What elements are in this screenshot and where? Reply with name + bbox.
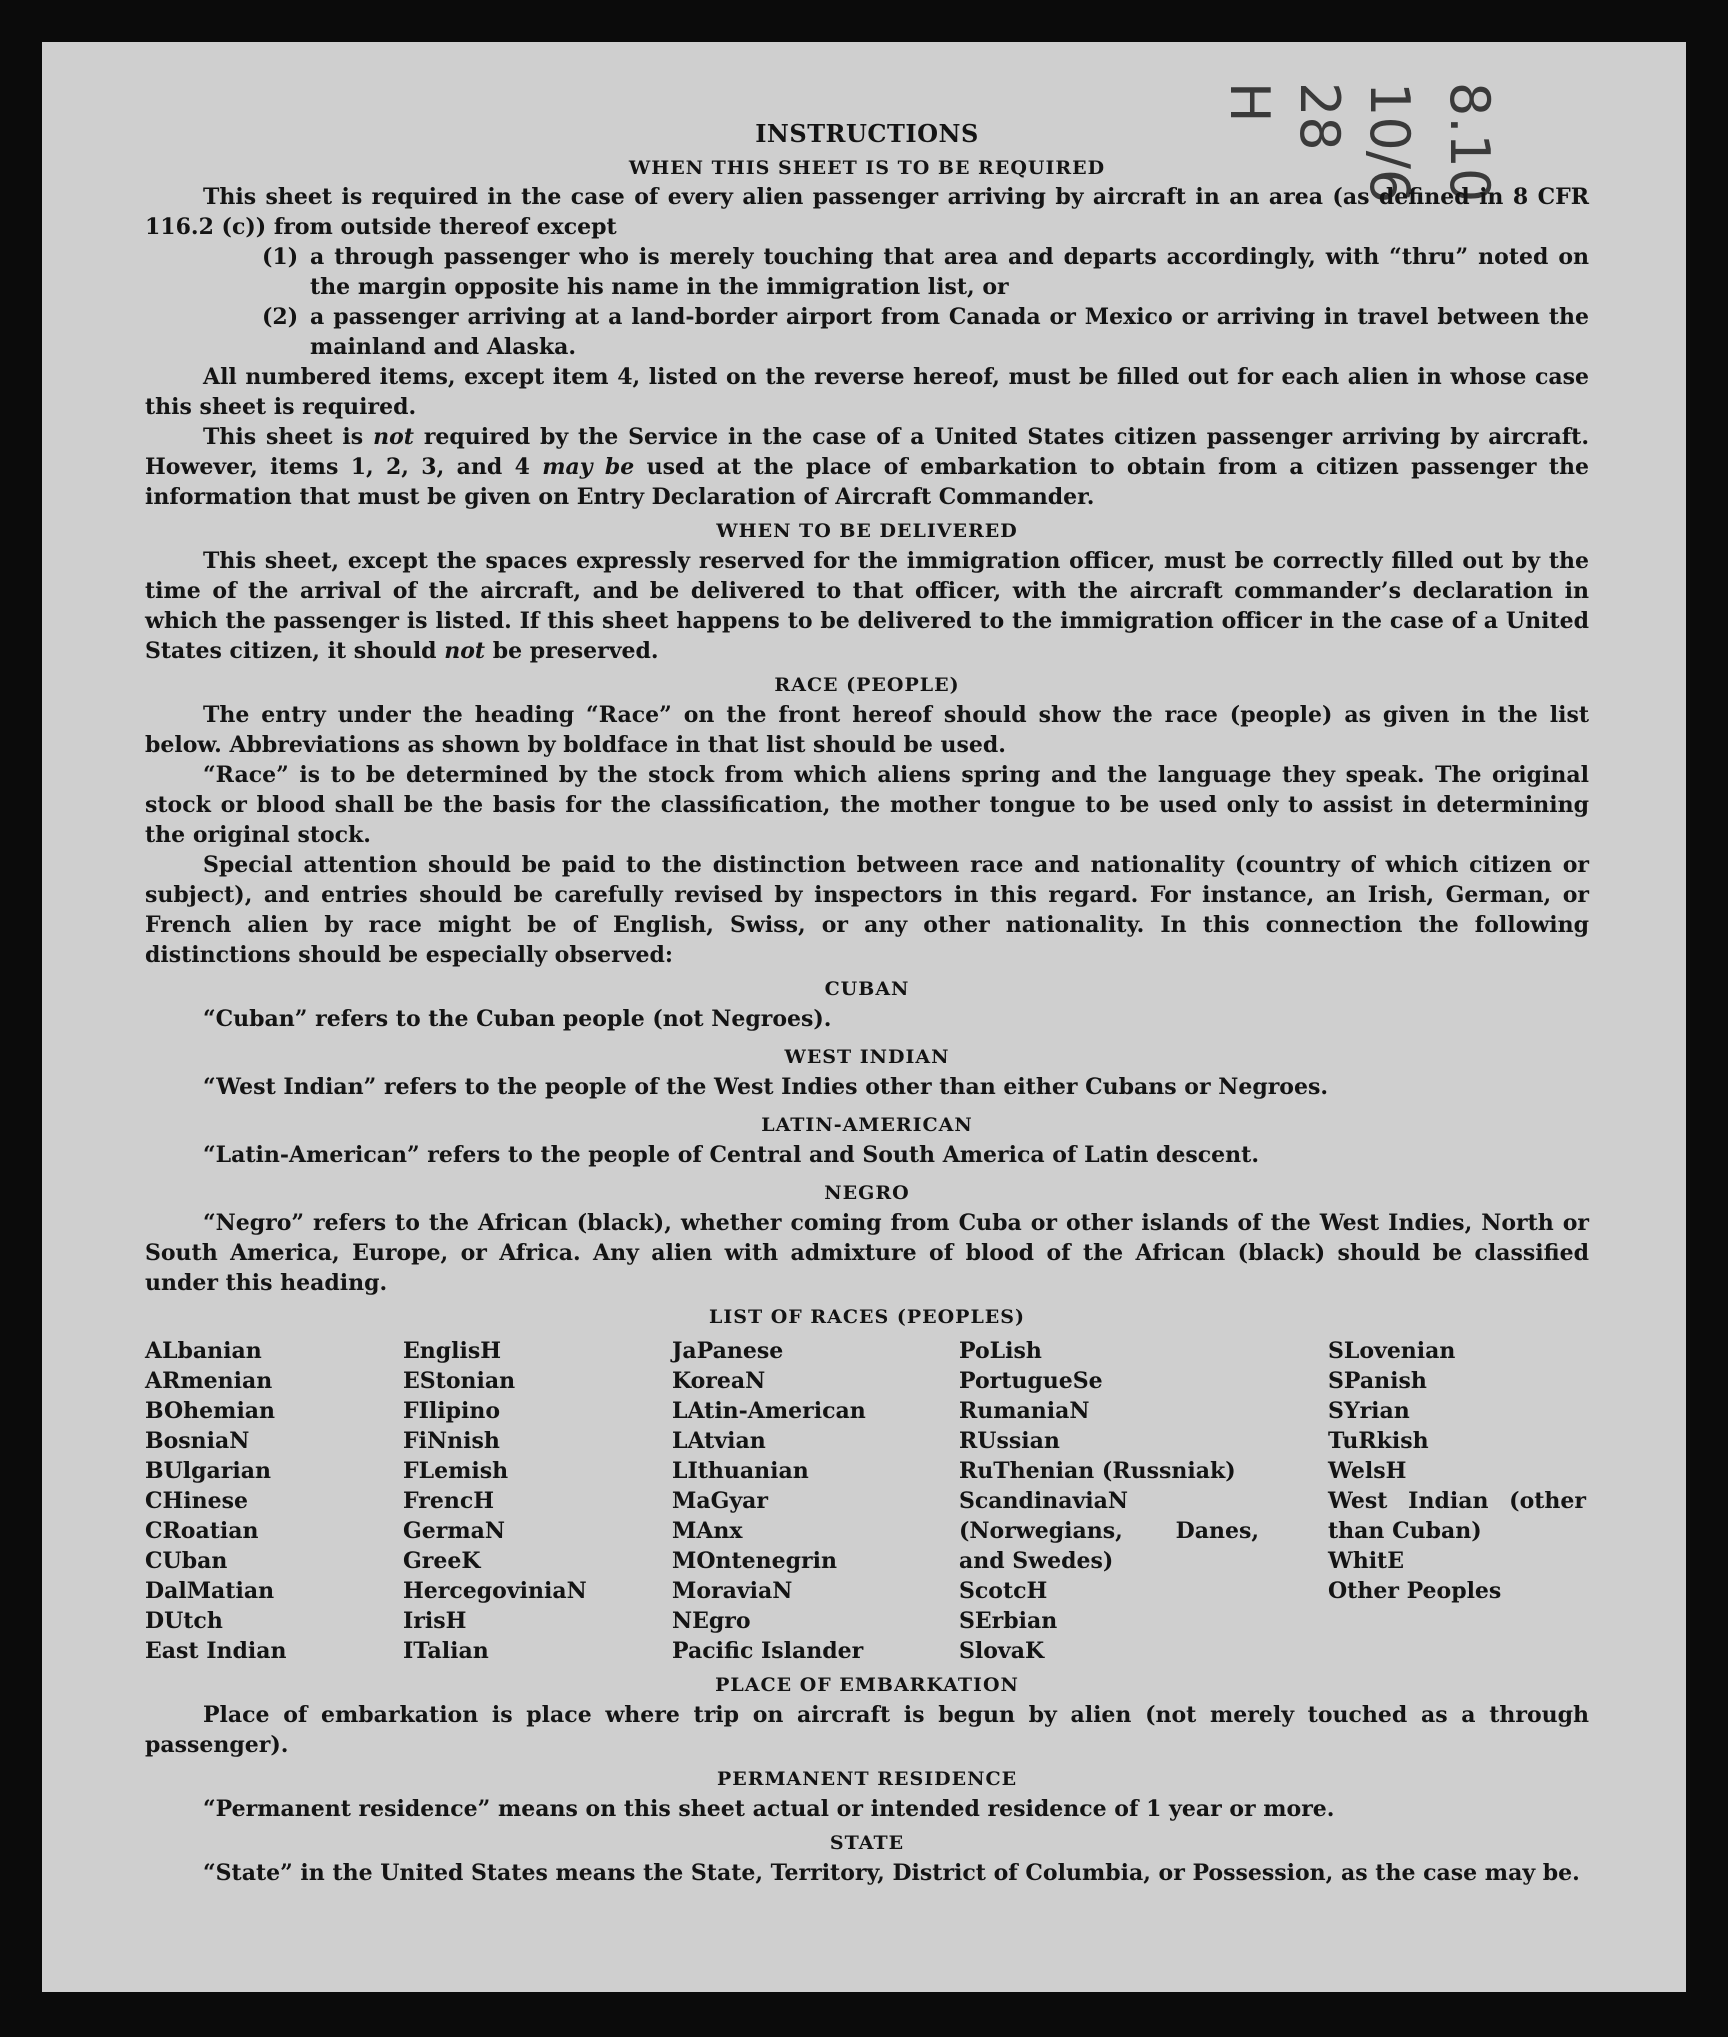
item-number: (2): [262, 304, 299, 330]
list-item: DalMatian: [145, 1578, 275, 1604]
handwritten-mark: 10/6: [1358, 82, 1421, 204]
list-item: MaGyar: [672, 1488, 769, 1514]
section-heading: LATIN-AMERICAN: [761, 1114, 973, 1136]
list-item: Other Peoples: [1328, 1578, 1502, 1604]
emphasis: not: [444, 638, 486, 664]
emphasis: may be: [542, 454, 635, 480]
list-item: FrencH: [403, 1488, 494, 1514]
handwritten-mark: 28: [1288, 82, 1351, 151]
list-item: SLovenian: [1328, 1338, 1456, 1364]
race-list: [145, 1336, 1589, 1666]
list-item: Pacific Islander: [672, 1638, 864, 1664]
section-heading: WHEN TO BE DELIVERED: [716, 520, 1018, 542]
paragraph: All numbered items, except item 4, listed on the reverse hereof, must be filled out for each alien in whose case this sheet is required.: [145, 364, 1589, 420]
paragraph: Place of embarkation is place where trip on aircraft is begun by alien (not merely touched as a through passenger).: [145, 1702, 1589, 1758]
text-run: be preserved.: [485, 638, 659, 664]
list-item: GermaN: [403, 1518, 506, 1544]
page-title: INSTRUCTIONS: [755, 119, 979, 148]
list-item: RumaniaN: [959, 1398, 1090, 1424]
race-column: [1328, 1336, 1589, 1666]
paragraph: This sheet is required in the case of every alien passenger arriving by aircraft in an area (as defined in 8 CFR 116.2 (c)) from outside thereof except: [145, 184, 1589, 240]
list-item: FiNnish: [403, 1428, 500, 1454]
paragraph: [145, 546, 1589, 666]
text-run: used at the place of embarkation to obtain from a citizen passenger the information that must be given on Entry Declaration of Aircraft Commander.: [145, 454, 1590, 510]
list-item: BOhemian: [145, 1398, 276, 1424]
list-item: EStonian: [403, 1368, 516, 1394]
emphasis: not: [373, 424, 414, 450]
list-item: SErbian: [959, 1608, 1058, 1634]
item-text: a through passenger who is merely touching that area and departs accordingly, with “thru” noted on the margin opposite his name in the immigration list, or: [310, 244, 1589, 300]
text-run: required by the Service in the case of a United States citizen passenger arriving by aircraft. However, items 1, 2, 3, and 4: [145, 424, 1590, 480]
list-item: RUssian: [959, 1428, 1060, 1454]
paragraph: “Race” is to be determined by the stock from which aliens spring and the language they speak. The original stock or blood shall be the basis for the classification, the mother tongue to be used only to assist in determining the original stock.: [145, 762, 1589, 848]
list-item: RuThenian (Russniak): [959, 1458, 1236, 1484]
document-page: [42, 42, 1686, 1992]
paragraph: “State” in the United States means the State, Territory, District of Columbia, or Possession, as the case may be.: [203, 1860, 1580, 1886]
race-column: [403, 1336, 672, 1666]
text-run: This sheet is: [203, 424, 374, 450]
list-item: BUlgarian: [145, 1458, 271, 1484]
list-item: CRoatian: [145, 1518, 259, 1544]
handwritten-mark: H: [1218, 82, 1281, 123]
list-item: ALbanian: [145, 1338, 262, 1364]
section-heading: WEST INDIAN: [784, 1046, 950, 1068]
list-item: CUban: [145, 1548, 228, 1574]
list-item: DUtch: [145, 1608, 223, 1634]
section-heading: WHEN THIS SHEET IS TO BE REQUIRED: [628, 157, 1106, 179]
list-item: WelsH: [1328, 1458, 1407, 1484]
text-run: This sheet, except the spaces expressly reserved for the immigration officer, must be correctly filled out by the time of the arrival of the aircraft, and be delivered to that officer, with the aircraft commander’s declaration in which the passenger is listed. If this sheet happens to be delivered to the immigration officer in the case of a United States citizen, it should: [145, 548, 1589, 664]
paragraph: “Permanent residence” means on this sheet actual or intended residence of 1 year or more.: [203, 1796, 1335, 1822]
list-item: GreeK: [403, 1548, 481, 1574]
list-item: ScandinaviaN (Norwegians, Danes, and Swedes): [959, 1488, 1259, 1574]
section-heading: NEGRO: [824, 1182, 910, 1204]
paragraph: “Latin-American” refers to the people of Central and South America of Latin descent.: [203, 1142, 1259, 1168]
section-heading: PERMANENT RESIDENCE: [716, 1768, 1018, 1790]
list-item: MoraviaN: [672, 1578, 793, 1604]
list-item: FIlipino: [403, 1398, 501, 1424]
list-item: PoLish: [959, 1338, 1042, 1364]
instructions-body: [145, 116, 1589, 1888]
item-text: a passenger arriving at a land-border airport from Canada or Mexico or arriving in travel between the mainland and Alaska.: [310, 304, 1589, 360]
list-item: CHinese: [145, 1488, 249, 1514]
list-item: JaPanese: [672, 1338, 784, 1364]
list-item: LAtvian: [672, 1428, 766, 1454]
list-item: West Indian (other than Cuban): [1328, 1488, 1586, 1544]
list-item: [262, 302, 1589, 362]
item-number: (1): [262, 244, 299, 270]
race-column: [672, 1336, 959, 1666]
list-item: LIthuanian: [672, 1458, 809, 1484]
section-heading: LIST OF RACES (PEOPLES): [709, 1306, 1025, 1328]
list-item: IrisH: [403, 1608, 467, 1634]
section-heading: CUBAN: [824, 978, 910, 1000]
list-item: SlovaK: [959, 1638, 1045, 1664]
paragraph: Special attention should be paid to the distinction between race and nationality (country of which citizen or subject), and entries should be carefully revised by inspectors in this regard. For instance, an Irish, German, or French alien by race might be of English, Swiss, or any other nationality. In this connection the following distinctions should be especially observed:: [145, 852, 1589, 968]
paragraph: “Negro” refers to the African (black), whether coming from Cuba or other islands of the West Indies, North or South America, Europe, or Africa. Any alien with admixture of blood of the African (black) should be classified under this heading.: [145, 1210, 1589, 1296]
list-item: MAnx: [672, 1518, 743, 1544]
list-item: FLemish: [403, 1458, 509, 1484]
list-item: LAtin-American: [672, 1398, 866, 1424]
list-item: BosniaN: [145, 1428, 250, 1454]
list-item: PortugueSe: [959, 1368, 1103, 1394]
list-item: NEgro: [672, 1608, 751, 1634]
paragraph: [145, 422, 1589, 512]
list-item: EnglisH: [403, 1338, 502, 1364]
list-item: SYrian: [1328, 1398, 1410, 1424]
list-item: ScotcH: [959, 1578, 1048, 1604]
race-column: [959, 1336, 1328, 1666]
list-item: TuRkish: [1328, 1428, 1429, 1454]
list-item: MOntenegrin: [672, 1548, 837, 1574]
handwritten-mark: 8.10: [1438, 82, 1501, 203]
list-item: East Indian: [145, 1638, 287, 1664]
race-column: [145, 1336, 403, 1666]
list-item: WhitE: [1328, 1548, 1404, 1574]
list-item: ARmenian: [145, 1368, 273, 1394]
list-item: ITalian: [403, 1638, 489, 1664]
list-item: SPanish: [1328, 1368, 1427, 1394]
paragraph: “Cuban” refers to the Cuban people (not Negroes).: [203, 1006, 832, 1032]
list-item: KoreaN: [672, 1368, 766, 1394]
list-item: [262, 242, 1589, 302]
section-heading: STATE: [829, 1832, 905, 1854]
section-heading: PLACE OF EMBARKATION: [715, 1674, 1019, 1696]
paragraph: “West Indian” refers to the people of the West Indies other than either Cubans or Negroes.: [203, 1074, 1329, 1100]
paragraph: The entry under the heading “Race” on the front hereof should show the race (people) as given in the list below. Abbreviations as shown by boldface in that list should be used.: [145, 702, 1589, 758]
list-item: HercegoviniaN: [403, 1578, 587, 1604]
section-heading: RACE (PEOPLE): [774, 674, 960, 696]
